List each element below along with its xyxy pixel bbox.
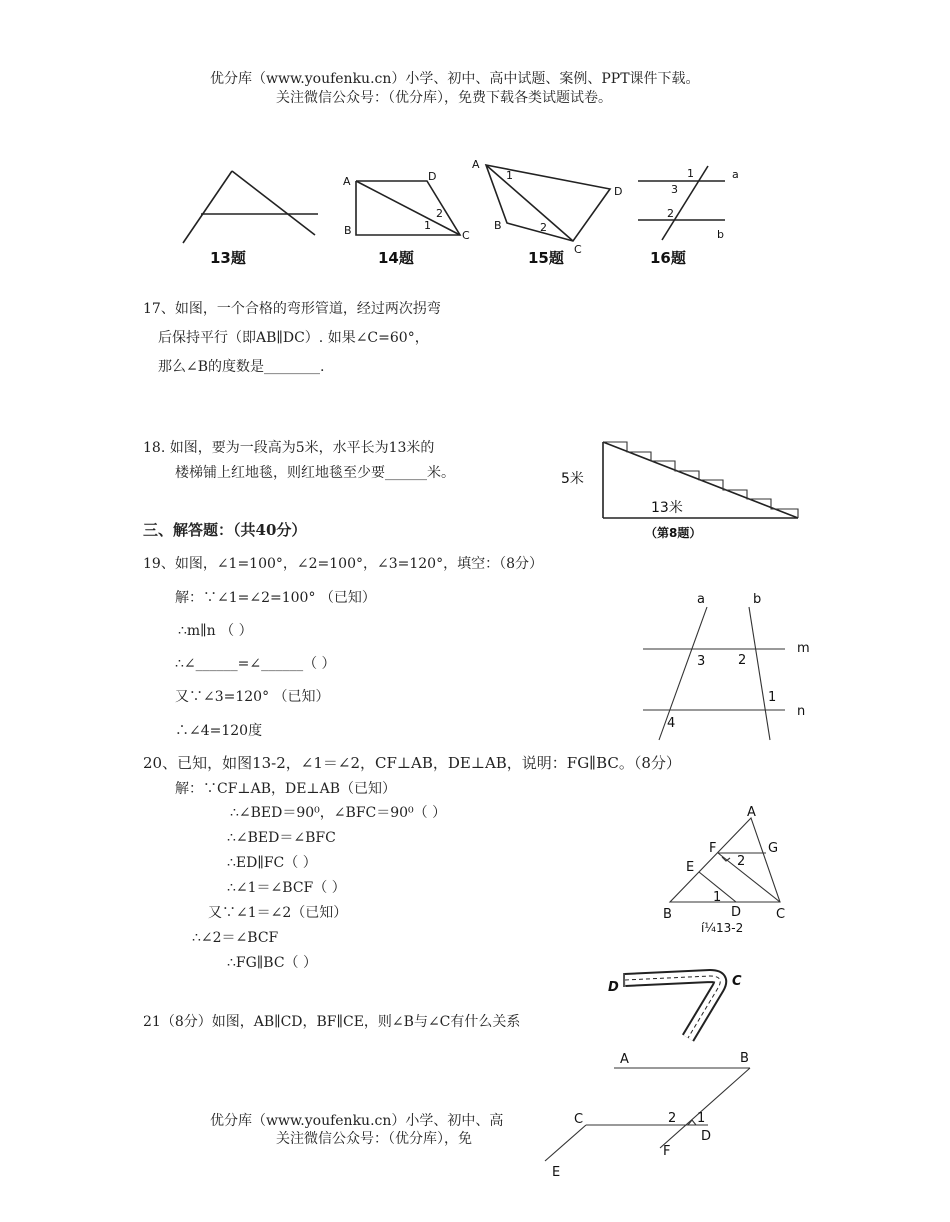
q18-line-1: 18. 如图，要为一段高为5米，水平长为13米的 (143, 440, 435, 456)
footer-line-2: 关注微信公众号：（优分库），免 (276, 1131, 472, 1147)
section-3-title: 三、解答题：（共40分） (143, 521, 307, 539)
label-19-b: b (753, 592, 762, 607)
q20-line-5: ∴ED∥FC（ ） (227, 855, 317, 871)
label-15-C: C (574, 243, 582, 256)
label-20-F: F (709, 841, 717, 856)
figure-16-caption: 16题 (650, 249, 686, 267)
label-19-2: 2 (738, 653, 747, 668)
label-15-B: B (494, 219, 502, 232)
label-14-A: A (343, 175, 351, 188)
figure-14-caption: 14题 (378, 249, 414, 267)
label-20-B: B (663, 907, 672, 922)
header-line-1: 优分库（www.youfenku.cn）小学、初中、高中试题、案例、PPT课件下载。 (210, 71, 700, 87)
label-21-2: 2 (668, 1111, 677, 1126)
label-16-b: b (717, 228, 724, 241)
q20-line-8: ∴∠2＝∠BCF (192, 930, 279, 946)
label-19-3: 3 (697, 654, 706, 669)
figure-18-length-label: 13米 (651, 500, 683, 516)
label-20-E: E (686, 860, 695, 875)
label-15-D: D (614, 185, 623, 198)
q17-line-2: 后保持平行（即AB∥DC）. 如果∠C=60°， (158, 330, 429, 346)
q18-line-2: 楼梯铺上红地毯，则红地毯至少要______米。 (175, 465, 455, 481)
figure-15 (470, 155, 630, 270)
q19-line-1: 19、如图，∠1=100°，∠2=100°，∠3=120°，填空：（8分） (143, 556, 543, 572)
figure-20 (655, 800, 795, 935)
figure-19 (635, 585, 825, 750)
header-line-2: 关注微信公众号：（优分库），免费下载各类试题试卷。 (276, 90, 612, 106)
label-21-B: B (740, 1051, 749, 1066)
label-16-2: 2 (667, 207, 674, 220)
label-20-1: 1 (713, 890, 722, 905)
label-16-a: a (732, 168, 739, 181)
figure-18-stairs (555, 438, 805, 543)
q19-line-2: 解：∵∠1=∠2=100° （已知） (175, 590, 376, 606)
q19-line-6: ∴∠4=120度 (175, 723, 263, 739)
q20-line-9: ∴FG∥BC（ ） (227, 955, 317, 971)
label-20-2: 2 (737, 854, 746, 869)
label-21-E: E (552, 1165, 561, 1180)
label-15-A: A (472, 158, 480, 171)
label-14-B: B (344, 224, 352, 237)
label-19-m: m (797, 641, 810, 656)
figure-18-caption: （第8题） (645, 526, 702, 540)
label-19-a: a (697, 592, 705, 607)
q20-line-4: ∴∠BED＝∠BFC (227, 830, 336, 846)
label-21-D: D (701, 1129, 712, 1144)
q20-line-1: 20、已知，如图13-2，∠1＝∠2，CF⊥AB，DE⊥AB，说明：FG∥BC。（8分） (143, 754, 681, 772)
label-19-1: 1 (768, 690, 777, 705)
label-20-C: C (776, 907, 786, 922)
figure-15-caption: 15题 (528, 249, 564, 267)
q20-line-6: ∴∠1＝∠BCF（ ） (227, 880, 346, 896)
figure-13 (175, 165, 325, 270)
label-19-4: 4 (667, 716, 676, 731)
label-17-D: D (608, 980, 619, 995)
q21-line-1: 21（8分）如图，AB∥CD，BF∥CE，则∠B与∠C有什么关系 (143, 1014, 521, 1030)
q20-line-7: 又∵∠1＝∠2（已知） (208, 905, 348, 921)
q17-line-3: 那么∠B的度数是________. (158, 359, 325, 375)
label-15-1: 1 (506, 169, 513, 182)
label-14-2: 2 (436, 207, 443, 220)
label-15-2: 2 (540, 221, 547, 234)
label-20-A: A (747, 805, 756, 820)
figure-17-pipe (600, 968, 760, 1048)
label-20-D: D (731, 905, 742, 920)
label-16-3: 3 (671, 183, 678, 196)
figure-16 (630, 160, 760, 270)
figure-14 (342, 165, 477, 270)
q20-line-3: ∴∠BED＝90⁰，∠BFC＝90⁰（ ） (230, 805, 447, 821)
label-20-G: G (768, 841, 779, 856)
label-21-F: F (663, 1144, 671, 1159)
label-21-A: A (620, 1052, 629, 1067)
figure-20-caption: í¼13-2 (701, 921, 744, 935)
label-14-D: D (428, 170, 437, 183)
label-19-n: n (797, 704, 806, 719)
q20-line-2: 解：∵CF⊥AB，DE⊥AB（已知） (175, 781, 396, 797)
footer-line-1: 优分库（www.youfenku.cn）小学、初中、高 (210, 1113, 504, 1129)
label-14-1: 1 (424, 219, 431, 232)
q19-line-4: ∴∠______=∠______（ ） (175, 656, 336, 672)
q19-line-3: ∴m∥n （ ） (178, 623, 253, 639)
q17-line-1: 17、如图，一个合格的弯形管道，经过两次拐弯 (143, 301, 441, 317)
label-14-C: C (462, 229, 470, 242)
figure-21 (540, 1045, 770, 1185)
figure-18-height-label: 5米 (561, 471, 584, 487)
figure-13-caption: 13题 (210, 249, 246, 267)
q19-line-5: 又∵∠3=120° （已知） (175, 689, 330, 705)
label-17-C: C (732, 974, 742, 989)
label-21-1: 1 (697, 1111, 706, 1126)
label-21-C: C (574, 1112, 584, 1127)
label-16-1: 1 (687, 167, 694, 180)
